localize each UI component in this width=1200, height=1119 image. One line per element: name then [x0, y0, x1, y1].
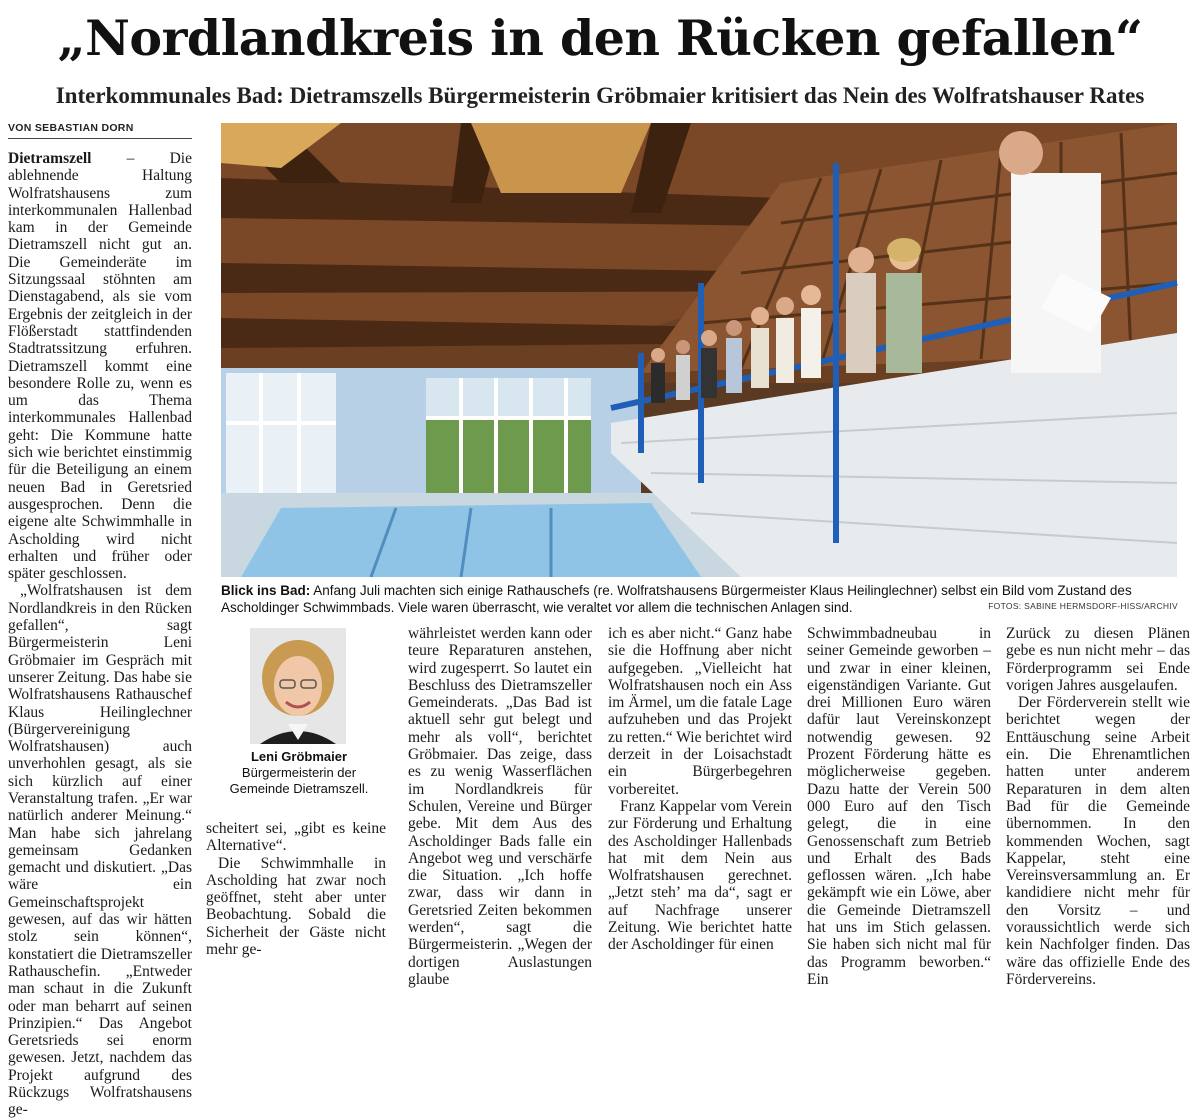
pool-photo-illustration — [221, 123, 1177, 577]
paragraph: Zurück zu diesen Plänen gebe es nun nicht mehr – das Förderprogramm sei Ende vorigen Jahres ausgelaufen. — [1006, 625, 1190, 694]
portrait-name: Leni Gröbmaier — [250, 749, 348, 764]
paragraph: scheitert sei, „gibt es keine Alternative“. — [206, 820, 386, 855]
paragraph: „Wolfratshausen ist dem Nordlandkreis in den Rücken gefallen“, sagt Bürgermeisterin Leni Gröbmaier im Gespräch mit unserer Zeitung. Das habe sie Wolfratshausens Rathauschef Klaus Heilinglechner (Bürgervereinigung Wolfratshausen) auch unverhohlen gesagt, als sie sich kürzlich auf einer Veranstaltung trafen. „Er war natürlich anderer Meinung.“ Man habe sich jahrelang gemeinsam Gedanken gemacht und diskutiert. „Das wäre ein Gemeinschaftsprojekt gewesen, auf das wir hätten stolz sein können“, konstatiert die Dietramszeller Rathauschefin. „Entweder man schaut in die Zukunft oder man beharrt auf seinen Prinzipien.“ Das Angebot Geretsrieds sei enorm gewesen. Jetzt, nachdem das Projekt aufgrund des Rückzugs Wolfratshausens ge- — [8, 582, 192, 1119]
paragraph: Der Förderverein stellt wie berichtet wegen der Enttäuschung seine Arbeit ein. Die Ehrenamtlichen hatten unter anderem Reparaturen in dem alten Bad für die Gemeinde übernommen. In den kommenden Wochen, sagt Kappelar, steht eine Vereinsversammlung an. Er kandidiere nicht mehr für den Vorsitz – und voraussichtlich werde sich kein Nachfolger finden. Das wäre das offizielle Ende des Fördervereins. — [1006, 694, 1190, 988]
dateline-place: Dietramszell — [8, 150, 92, 167]
paragraph: ich es aber nicht.“ Ganz habe sie die Hoffnung aber nicht aufgegeben. „Vielleicht hat Wolfratshausen noch ein Ass im Ärmel, um die fatale Lage aufzuheben und das Projekt zu retten.“ Wie berichtet wird derzeit in der Loisachstadt ein Bürgerbegehren vorbereitet. — [608, 625, 792, 798]
paragraph: Franz Kappelar vom Verein zur Förderung und Erhaltung des Ascholdinger Hallenbads hat mit dem Nein aus Wolfratshausen gerechnet. „Jetzt steh’ ma da“, sagt er auf Nachfrage unserer Zeitung. Wie berichtet hatte der Ascholdinger für einen — [608, 797, 792, 954]
article-column-6 — [1006, 625, 1190, 988]
portrait-photo — [250, 628, 346, 744]
article-column-1 — [8, 150, 192, 1119]
article-column-4 — [608, 625, 792, 954]
photo-credit: FOTOS: SABINE HERMSDORF-HISS/ARCHIV — [988, 601, 1178, 611]
article-column-2 — [206, 820, 386, 959]
byline: VON SEBASTIAN DORN — [8, 122, 192, 139]
pool-photo — [221, 123, 1177, 577]
caption-text: Anfang Juli machten sich einige Rathauschefs (re. Wolfratshausens Bürgermeister Klaus Heilinglechner) selbst ein Bild vom Zustand des Ascholdinger Schwimmbads. Viele waren überrascht, wie veraltet vor allem die technischen Anlagen sind. — [221, 583, 1132, 615]
paragraph: Die Schwimmhalle in Ascholding hat zwar noch geöffnet, steht aber unter Beobachtung. Sobald die Sicherheit der Gäste nicht mehr ge- — [206, 854, 386, 959]
article-column-3 — [408, 625, 592, 988]
paragraph: Schwimmbadneubau in seiner Gemeinde geworben – und zwar in einer kleinen, eigenständigen Variante. Gut drei Millionen Euro wären dafür laut Vereinskonzept notwendig gewesen. 92 Prozent Förderung hätte es möglicherweise gegeben. Dazu hatte der Verein 500 000 Euro auf den Tisch gelegt, die in eine Genossenschaft zum Betrieb und Erhalt des Bads geflossen wären. „Ich habe gekämpft wie ein Löwe, aber die Gemeinde Dietramszell hat uns im Stich gelassen. Sie haben sich nicht mal für das Programm beworben.“ Ein — [807, 625, 991, 988]
headline: „Nordlandkreis in den Rücken gefallen“ — [57, 9, 1143, 67]
portrait-illustration — [250, 628, 346, 744]
portrait-role: Bürgermeisterin der Gemeinde Dietramszell. — [229, 765, 369, 796]
article-column-5 — [807, 625, 991, 988]
paragraph: währleistet werden kann oder teure Reparaturen anstehen, wird zugesperrt. So lautet ein Beschluss des Dietramszeller Gemeinderats. „Das Bad ist aktuell sehr gut belegt und mehr als voll“, berichtet Gröbmaier. Das zeige, dass es zu wenig Wasserflächen im Nordlandkreis für Schulen, Vereine und Bürger gebe. Mit dem Aus des Ascholdinger Bads falle ein Angebot weg und verschärfe die Situation. „Ich hoffe zwar, dass wir dann in Geretsried Zeiten bekommen werden“, sagt die Bürgermeisterin. „Wegen der dortigen Auslastungen glaube — [408, 625, 592, 988]
subheadline: Interkommunales Bad: Dietramszells Bürgermeisterin Gröbmaier kritisiert das Nein des Wolfratshauser Rates — [55, 83, 1145, 108]
portrait-caption — [221, 749, 377, 797]
paragraph: – Die ablehnende Haltung Wolfratshausens zum interkommunalen Hallenbad kam in der Gemeinde Dietramszell nicht gut an. Die Gemeinderäte im Sitzungssaal stöhnten am Dienstagabend, als sie vom Ergebnis der zeitgleich in der Flößerstadt stattfindenden Stadtratssitzung erfuhren. Dietramszell kommt eine besondere Rolle zu, wenn es um das Thema interkommunales Hallenbad geht: Die Kommune hatte sich wie berichtet einstimmig für die Beteiligung an einem neuen Bad in Geretsried ausgesprochen. Denn die eigene alte Schwimmhalle in Ascholding wird nicht erhalten und früher oder später geschlossen. — [8, 150, 192, 583]
caption-lead: Blick ins Bad: — [221, 583, 311, 598]
